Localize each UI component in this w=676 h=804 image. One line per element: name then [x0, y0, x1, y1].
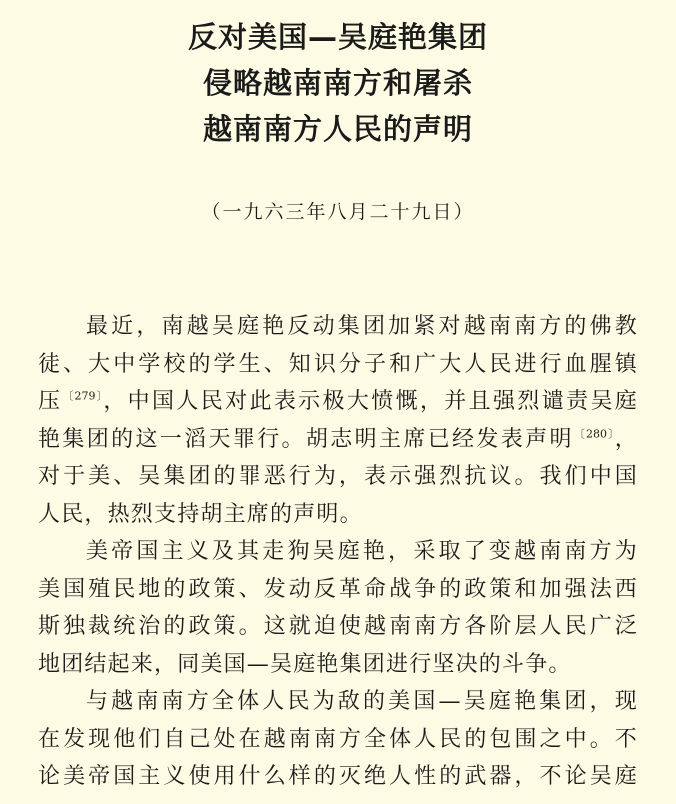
paragraph-2-line-1: 美帝国主义及其走狗吴庭艳，采取了变越南南方为	[86, 539, 638, 564]
line-text: 压	[38, 389, 63, 414]
document-body	[38, 308, 638, 796]
title-line-1: 反对美国—吴庭艳集团	[187, 20, 488, 54]
paragraph-2-line-3: 斯独裁统治的政策。这就迫使越南南方各阶层人民广泛	[38, 614, 638, 639]
paragraph-2-line-2: 美国殖民地的政策、发动反革命战争的政策和加强法西	[38, 576, 638, 602]
line-text: 艳集团的这一滔天罪行。胡志明主席已经发表声明	[38, 426, 574, 452]
document-title	[0, 14, 676, 152]
paragraph-2-line-4: 地团结起来，同美国—吴庭艳集团进行坚决的斗争。	[38, 651, 572, 677]
title-line-2: 侵略越南南方和屠杀	[202, 66, 473, 100]
line-text: ，	[614, 426, 638, 452]
document-date: （一九六三年八月二十九日）	[201, 201, 475, 223]
paragraph-1-line-4	[38, 421, 638, 459]
paragraph-3-line-1: 与越南南方全体人民为敌的美国—吴庭艳集团，现	[86, 689, 638, 714]
paragraph-3-line-2: 在发现他们自己处在越南南方全体人民的包围之中。不	[38, 726, 638, 752]
paragraph-1-line-6: 人民，热烈支持胡主席的声明。	[38, 501, 363, 527]
footnote-ref-279[interactable]: 〔279〕	[62, 389, 104, 403]
footnote-ref-280[interactable]: 〔280〕	[573, 427, 615, 441]
paragraph-1-line-2: 徒、大中学校的学生、知识分子和广大人民进行血腥镇	[38, 351, 638, 377]
title-line-3: 越南南方人民的声明	[202, 112, 473, 146]
paragraph-1-line-5: 对于美、吴集团的罪恶行为，表示强烈抗议。我们中国	[38, 464, 638, 489]
paragraph-3-line-3: 论美帝国主义使用什么样的灭绝人性的武器，不论吴庭	[38, 764, 638, 789]
line-text: ，中国人民对此表示极大愤慨，并且强烈谴责吴庭	[103, 389, 638, 414]
paragraph-1-line-1: 最近，南越吴庭艳反动集团加紧对越南南方的佛教	[86, 314, 638, 339]
paragraph-1-line-3	[38, 383, 638, 421]
